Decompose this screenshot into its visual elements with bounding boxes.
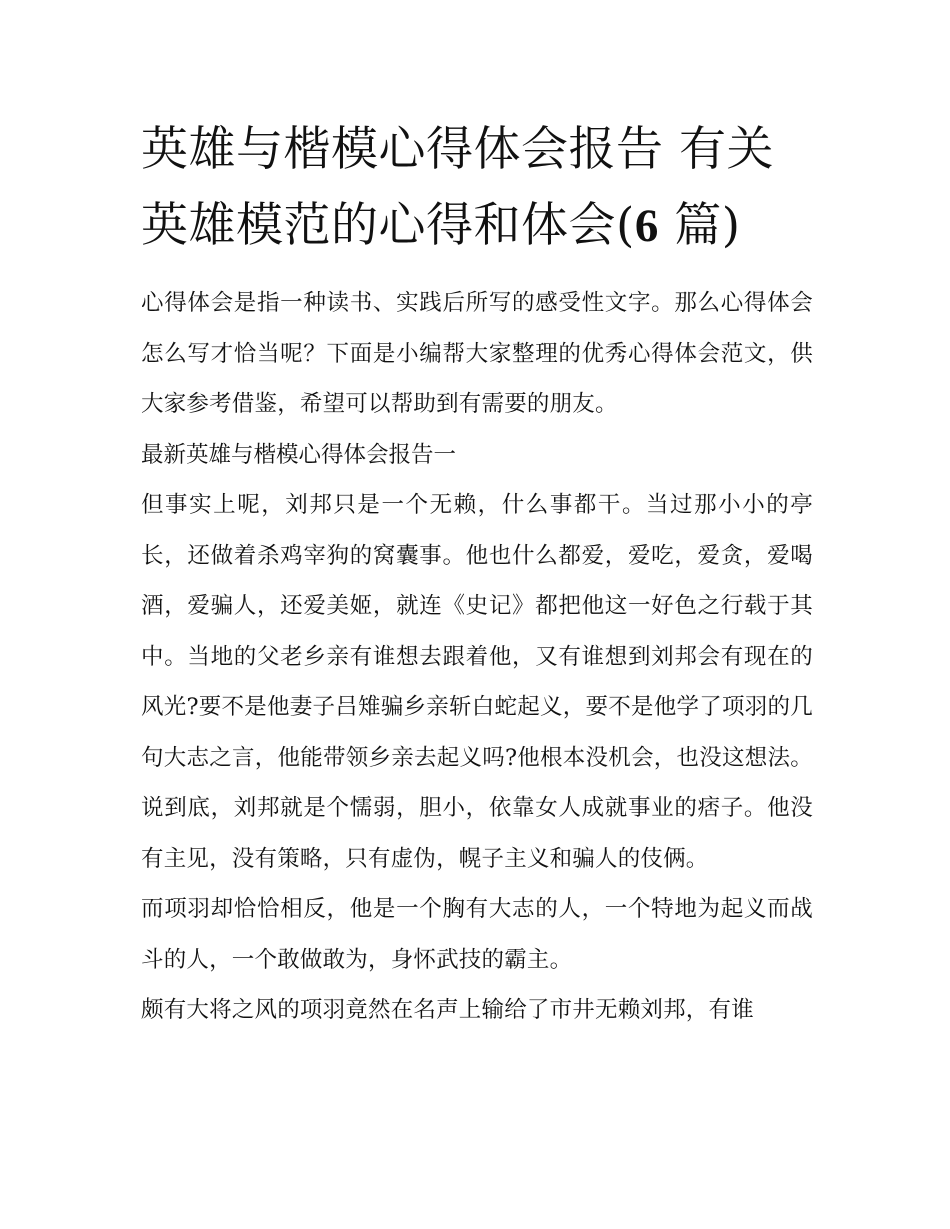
- title-line-2-suffix: 篇): [658, 198, 741, 253]
- section-heading: 最新英雄与楷模心得体会报告一: [141, 441, 457, 468]
- body-paragraph-2: 而项羽却恰恰相反，他是一个胸有大志的人，一个特地为起义而战斗的人，一个敢做敢为，身怀武技的霸主。: [141, 896, 813, 973]
- body-paragraph-1: 但事实上呢，刘邦只是一个无赖，什么事都干。当过那小小的亭长，还做着杀鸡宰狗的窝囊事。他也什么都爱，爱吃，爱贪，爱喝酒，爱骗人，还爱美姬，就连《史记》都把他这一好色之行载于其中。当地的父老乡亲有谁想去跟着他，又有谁想到刘邦会有现在的风光?要不是他妻子吕雉骗乡亲斩白蛇起义，要不是他学了项羽的几句大志之言，他能带领乡亲去起义吗?他根本没机会，也没这想法。说到底，刘邦就是个懦弱，胆小，依靠女人成就事业的痞子。他没有主见，没有策略，只有虚伪，幌子主义和骗人的伎俩。: [141, 492, 813, 872]
- title-line-2-prefix: 英雄模范的心得和体会(: [141, 198, 635, 253]
- document-body: [141, 112, 813, 1036]
- body-paragraph-3: 颇有大将之风的项羽竟然在名声上输给了市井无赖刘邦，有谁: [141, 997, 754, 1023]
- document-content: [141, 278, 813, 1036]
- intro-paragraph: 心得体会是指一种读书、实践后所写的感受性文字。那么心得体会怎么写才恰当呢？下面是小编帮大家整理的优秀心得体会范文，供大家参考借鉴，希望可以帮助到有需要的朋友。: [141, 290, 813, 417]
- document-title: [141, 112, 813, 264]
- title-article-count: 6: [634, 200, 659, 252]
- title-line-1: 英雄与楷模心得体会报告 有关: [141, 122, 774, 177]
